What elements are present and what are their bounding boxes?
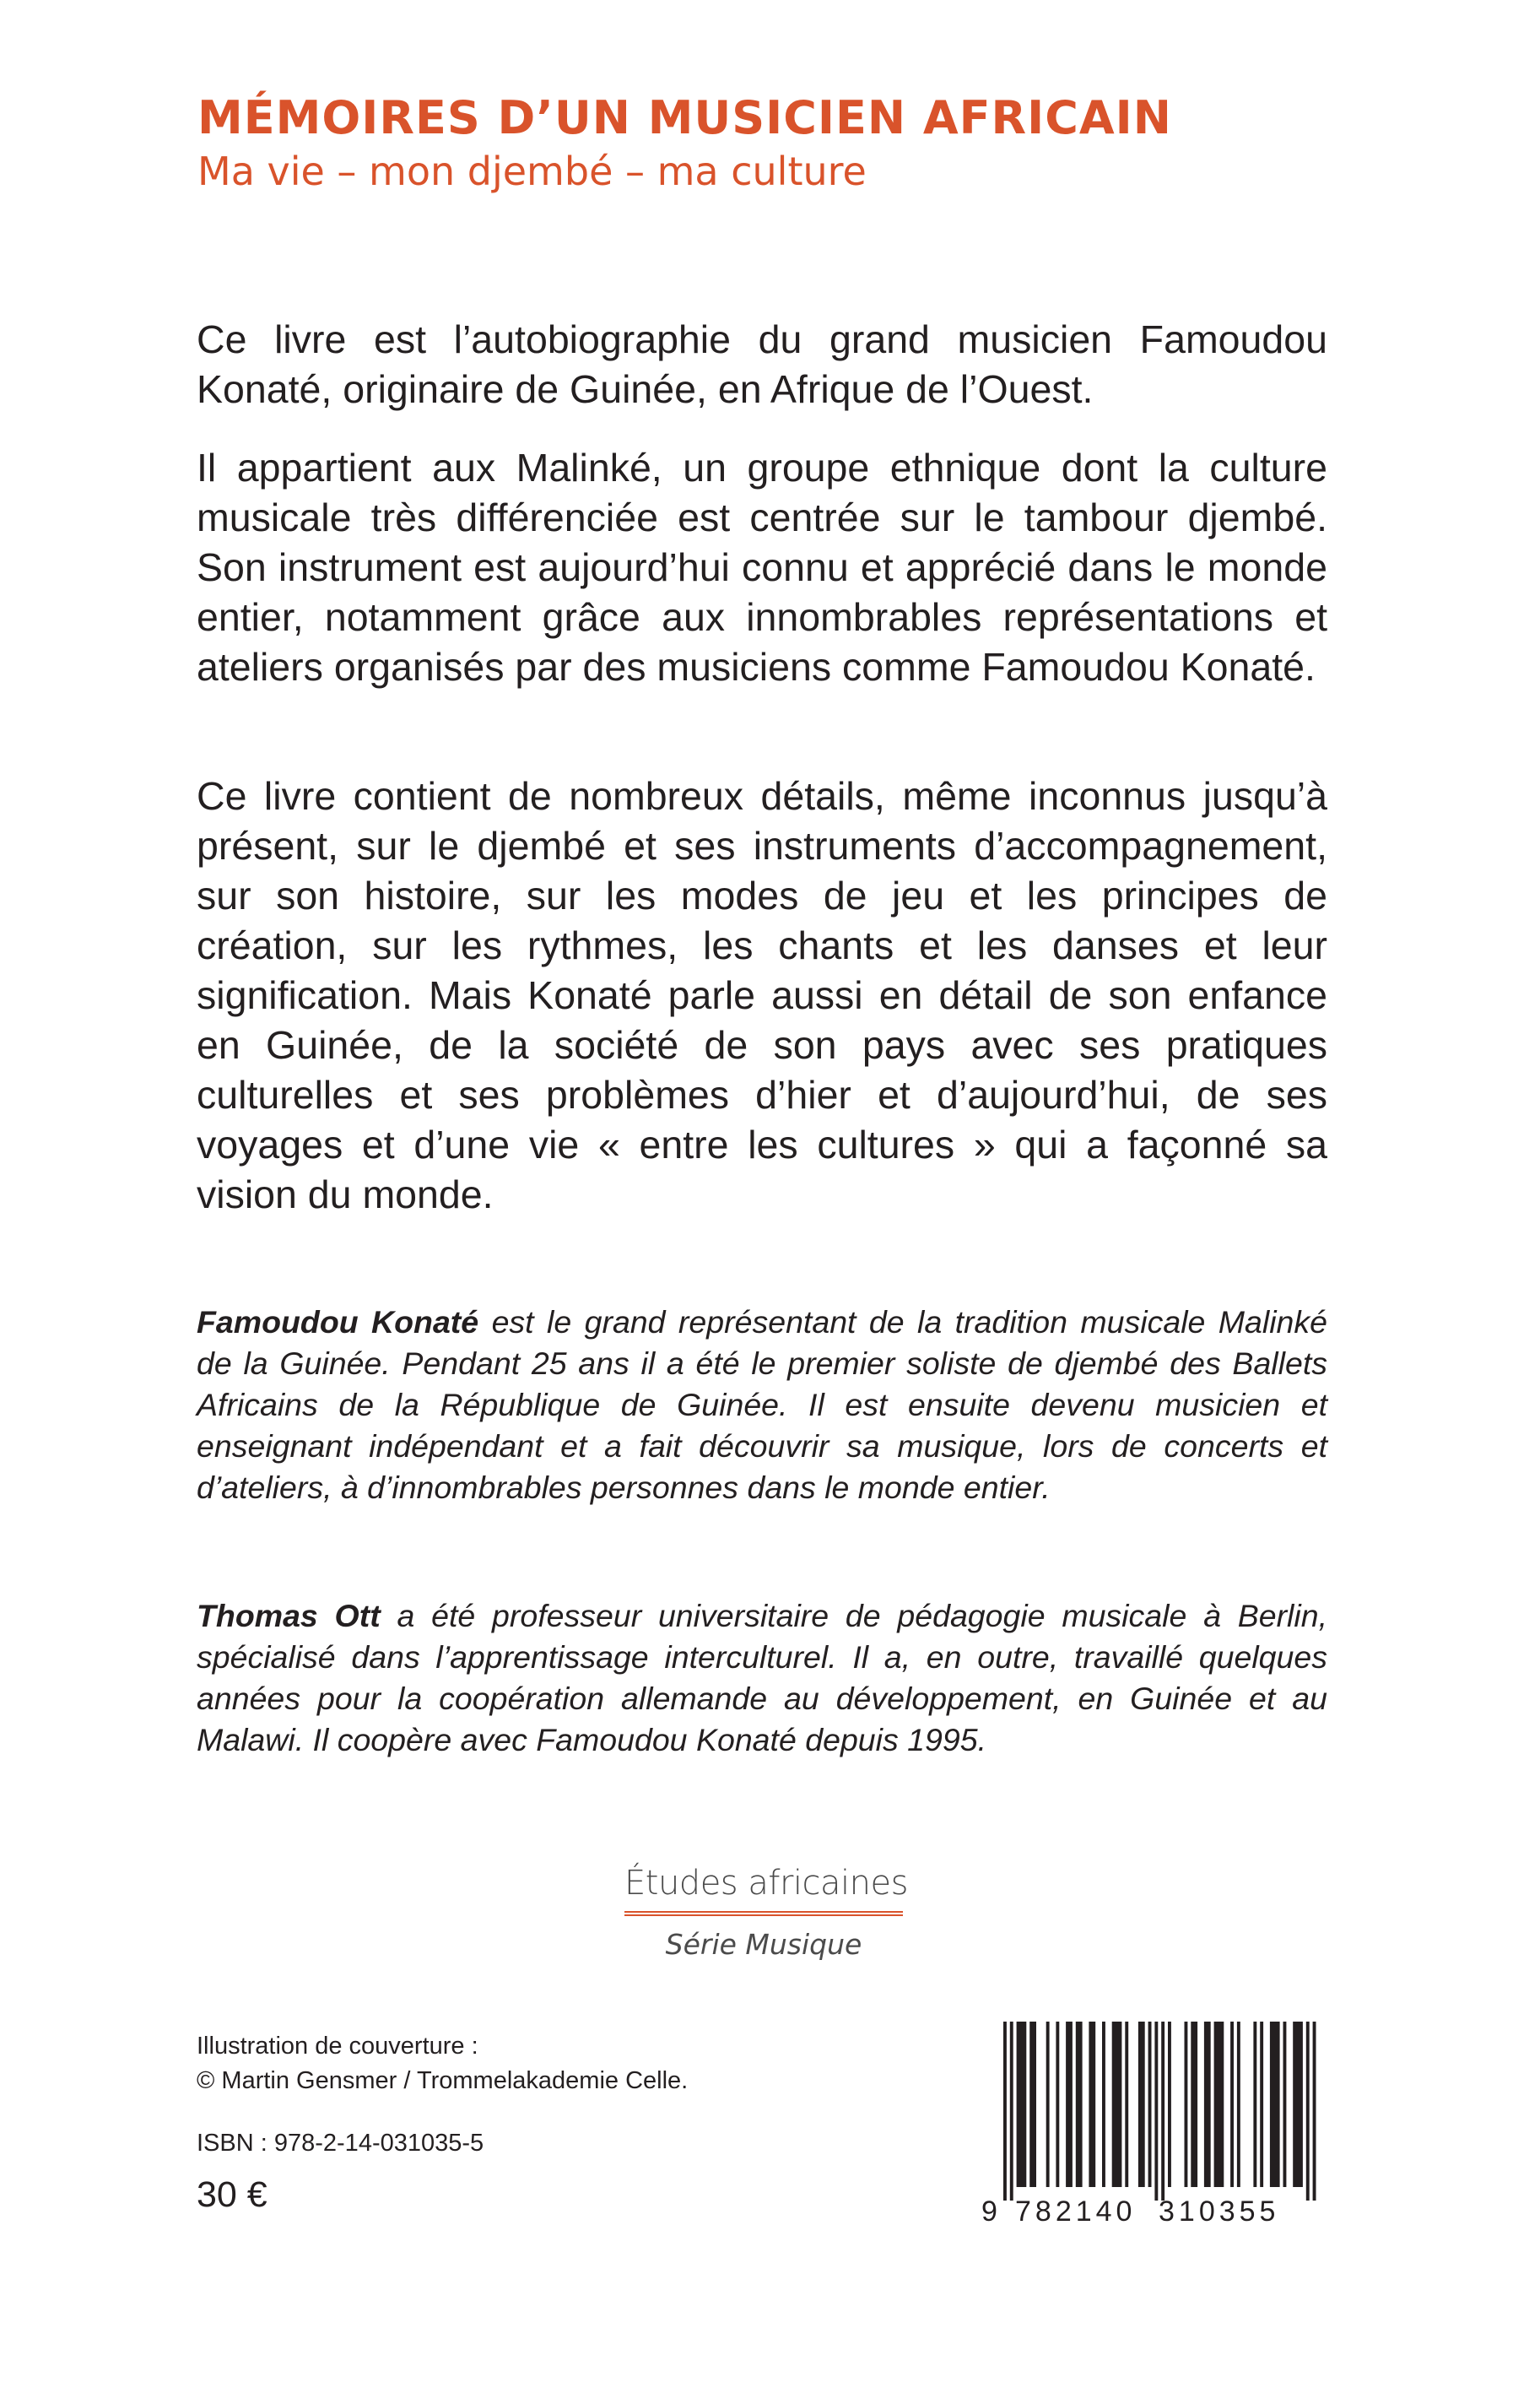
barcode-bar: [1253, 2022, 1256, 2187]
barcode-bar: [1237, 2022, 1240, 2187]
price: 30 €: [197, 2174, 267, 2215]
barcode-first-digit: 9: [981, 2195, 997, 2222]
barcode-bar: [1029, 2022, 1036, 2187]
description-paragraph-2: Il appartient aux Malinké, un groupe ethnique dont la culture musicale très différenciée est centrée sur le tambour djembé. Son instrument est aujourd’hui connu et apprécié dans le monde entier, notamment grâce aux innombrables représentations et ateliers organisés par des musiciens comme Famoudou Konaté.: [197, 446, 1327, 689]
barcode-bar: [1046, 2022, 1050, 2187]
author-bio-ott: [197, 1595, 1327, 1761]
author-bio-text-ott: a été professeur universitaire de pédagogie musicale à Berlin, spécialisé dans l’apprentissage interculturel. Il a, en outre, travaillé quelques années pour la coopération allemande au développement, en Guinée et au Malawi. Il coopère avec Famoudou Konaté depuis 1995.: [197, 1598, 1327, 1757]
barcode-bar: [1138, 2022, 1145, 2187]
barcode-bar: [1185, 2022, 1188, 2187]
author-name-konate: Famoudou Konaté: [197, 1304, 479, 1340]
series-divider-second: [624, 1914, 903, 1916]
barcode: [981, 2022, 1319, 2222]
book-subtitle: Ma vie – mon djembé – ma culture: [197, 149, 867, 194]
isbn: ISBN : 978-2-14-031035-5: [197, 2130, 484, 2157]
author-bio-text-konate: est le grand représentant de la tradition musicale Malinké de la Guinée. Pendant 25 ans il a été le premier soliste de djembé des Ballets Africains de la République de Guinée. Il est ensuite devenu musicien et enseignant indépendant et a fait découvrir sa musique, lors de concerts et d’ateliers, à d’innombrables personnes dans le monde entier.: [197, 1304, 1328, 1505]
barcode-bar: [1148, 2022, 1152, 2187]
barcode-bar: [1283, 2022, 1287, 2187]
barcode-bar: [1168, 2022, 1171, 2187]
barcode-guard-bar: [1154, 2022, 1158, 2201]
barcode-bar: [1089, 2022, 1095, 2187]
barcode-bar: [1056, 2022, 1059, 2187]
barcode-bar: [1214, 2022, 1224, 2187]
barcode-bar: [1270, 2022, 1280, 2187]
barcode-guard-bar: [1161, 2022, 1164, 2201]
author-name-ott: Thomas Ott: [197, 1598, 381, 1633]
barcode-guard-bar: [1313, 2022, 1316, 2201]
barcode-bar: [1102, 2022, 1105, 2187]
barcode-bar: [1066, 2022, 1073, 2187]
series-logo: [624, 1864, 908, 1961]
description-paragraph-1: Ce livre est l’autobiographie du grand musicien Famoudou Konaté, originaire de Guinée, en Afrique de l’Ouest.: [197, 317, 1327, 411]
barcode-guard-bar: [1003, 2022, 1007, 2201]
barcode-bar: [1125, 2022, 1128, 2187]
series-subtitle: Série Musique: [665, 1928, 862, 1961]
cover-credit: [197, 2029, 688, 2098]
barcode-guard-bar: [1010, 2022, 1013, 2201]
description-paragraph-3: Ce livre contient de nombreux détails, même inconnus jusqu’à présent, sur le djembé et ses instruments d’accompagnement, sur son histoire, sur les modes de jeu et les principes de création, sur les rythmes, les chants et les danses et leur signification. Mais Konaté parle aussi en détail de son enfance en Guinée, de la société de son pays avec ses pratiques culturelles et ses problèmes d’hier et d’aujourd’hui, de ses voyages et d’une vie « entre les cultures » qui a façonné sa vision du monde.: [197, 774, 1327, 1216]
cover-credit-author: © Martin Gensmer / Trommelakademie Celle.: [197, 2067, 689, 2094]
author-bio-konate: [197, 1302, 1327, 1508]
barcode-bar: [1191, 2022, 1197, 2187]
barcode-bar: [1293, 2022, 1303, 2187]
barcode-bar: [1230, 2022, 1234, 2187]
series-divider: [624, 1911, 903, 1913]
barcode-bars: [1003, 2022, 1316, 2201]
barcode-guard-bar: [1306, 2022, 1310, 2201]
series-name: Études africaines: [624, 1864, 908, 1903]
barcode-bar: [1112, 2022, 1122, 2187]
barcode-bar: [1017, 2022, 1027, 2187]
cover-credit-label: Illustration de couverture :: [197, 2033, 478, 2060]
book-title: MÉMOIRES D’UN MUSICIEN AFRICAIN: [197, 91, 1172, 144]
barcode-left-digits: 782140: [1015, 2195, 1137, 2222]
barcode-bar: [1076, 2022, 1083, 2187]
barcode-bar: [1260, 2022, 1263, 2187]
barcode-right-digits: 310355: [1159, 2195, 1280, 2222]
barcode-bar: [1204, 2022, 1211, 2187]
